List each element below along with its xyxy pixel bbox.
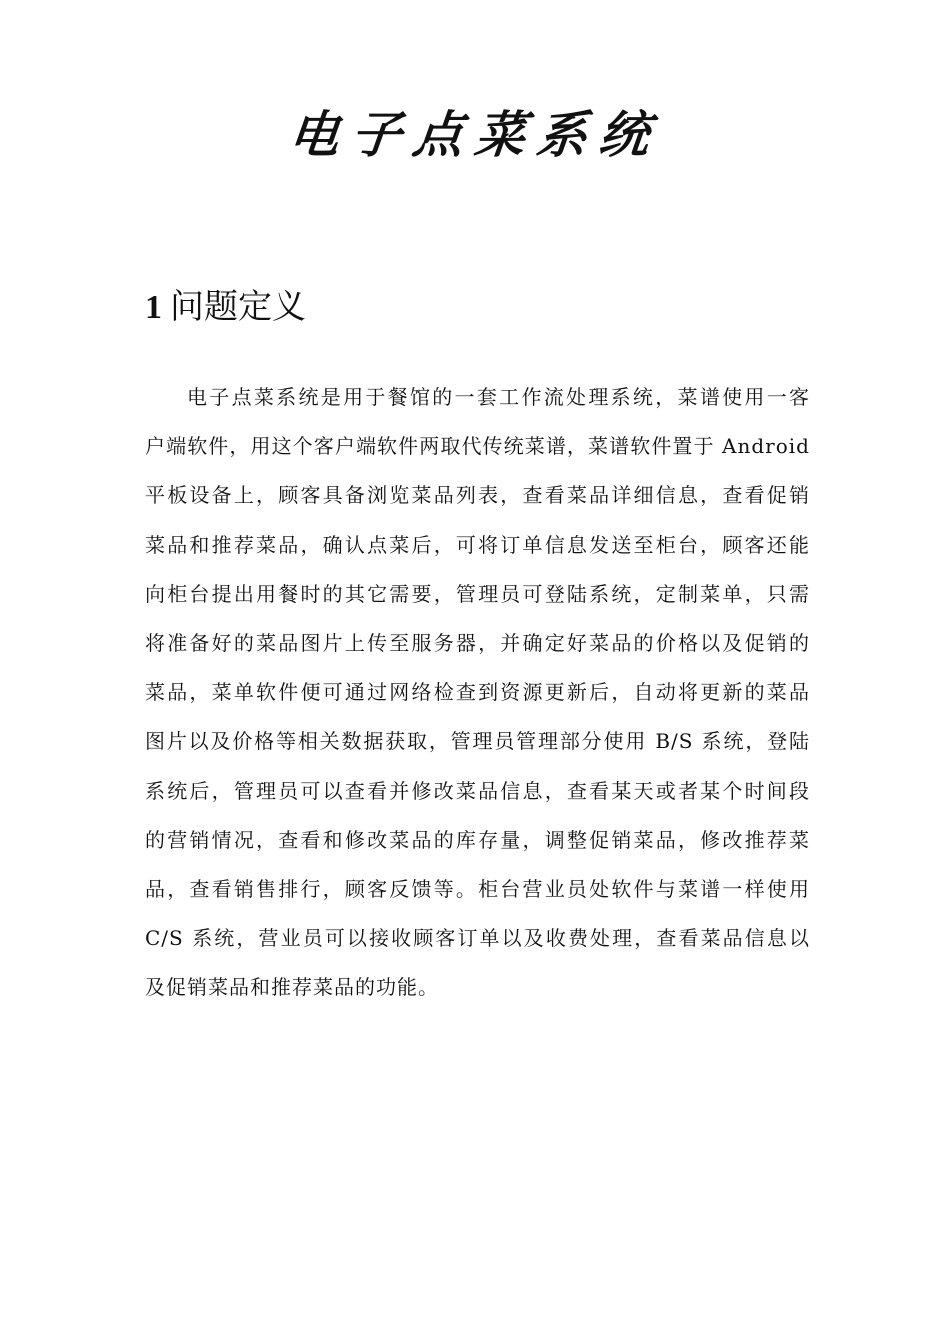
paragraph-line: 菜品和推荐菜品，确认点菜后，可将订单信息发送至柜台，顾客还能 [145, 532, 810, 557]
body-paragraph [145, 373, 810, 1012]
paragraph-line: 及促销菜品和推荐菜品的功能。 [145, 975, 439, 1000]
paragraph-line: 图片以及价格等相关数据获取，管理员管理部分使用 B/S 系统，登陆 [145, 729, 810, 754]
paragraph-line: 将准备好的菜品图片上传至服务器，并确定好菜品的价格以及促销的 [145, 630, 810, 655]
section-heading-text: 问题定义 [170, 287, 306, 327]
paragraph-line: 平板设备上，顾客具备浏览菜品列表，查看菜品详细信息，查看促销 [145, 483, 810, 508]
paragraph-line: 品，查看销售排行，顾客反馈等。柜台营业员处软件与菜谱一样使用 [145, 876, 810, 901]
paragraph-line: 电子点菜系统是用于餐馆的一套工作流处理系统，菜谱使用一客 [187, 385, 810, 409]
paragraph-line: 系统后，管理员可以查看并修改菜品信息，查看某天或者某个时间段 [145, 778, 810, 803]
paragraph-line: 的营销情况，查看和修改菜品的库存量，调整促销菜品，修改推荐菜 [145, 827, 810, 852]
paragraph-line: C/S 系统，营业员可以接收顾客订单以及收费处理，查看菜品信息以 [145, 926, 810, 951]
paragraph-line: 向柜台提出用餐时的其它需要，管理员可登陆系统，定制菜单，只需 [145, 581, 810, 606]
document-title: 电子点菜系统 [285, 105, 665, 164]
paragraph-line: 户端软件，用这个客户端软件两取代传统菜谱，菜谱软件置于 Android [145, 434, 810, 459]
section-heading [145, 283, 306, 332]
paragraph-line: 菜品，菜单软件便可通过网络检查到资源更新后，自动将更新的菜品 [145, 680, 810, 705]
section-number: 1 [145, 289, 162, 326]
